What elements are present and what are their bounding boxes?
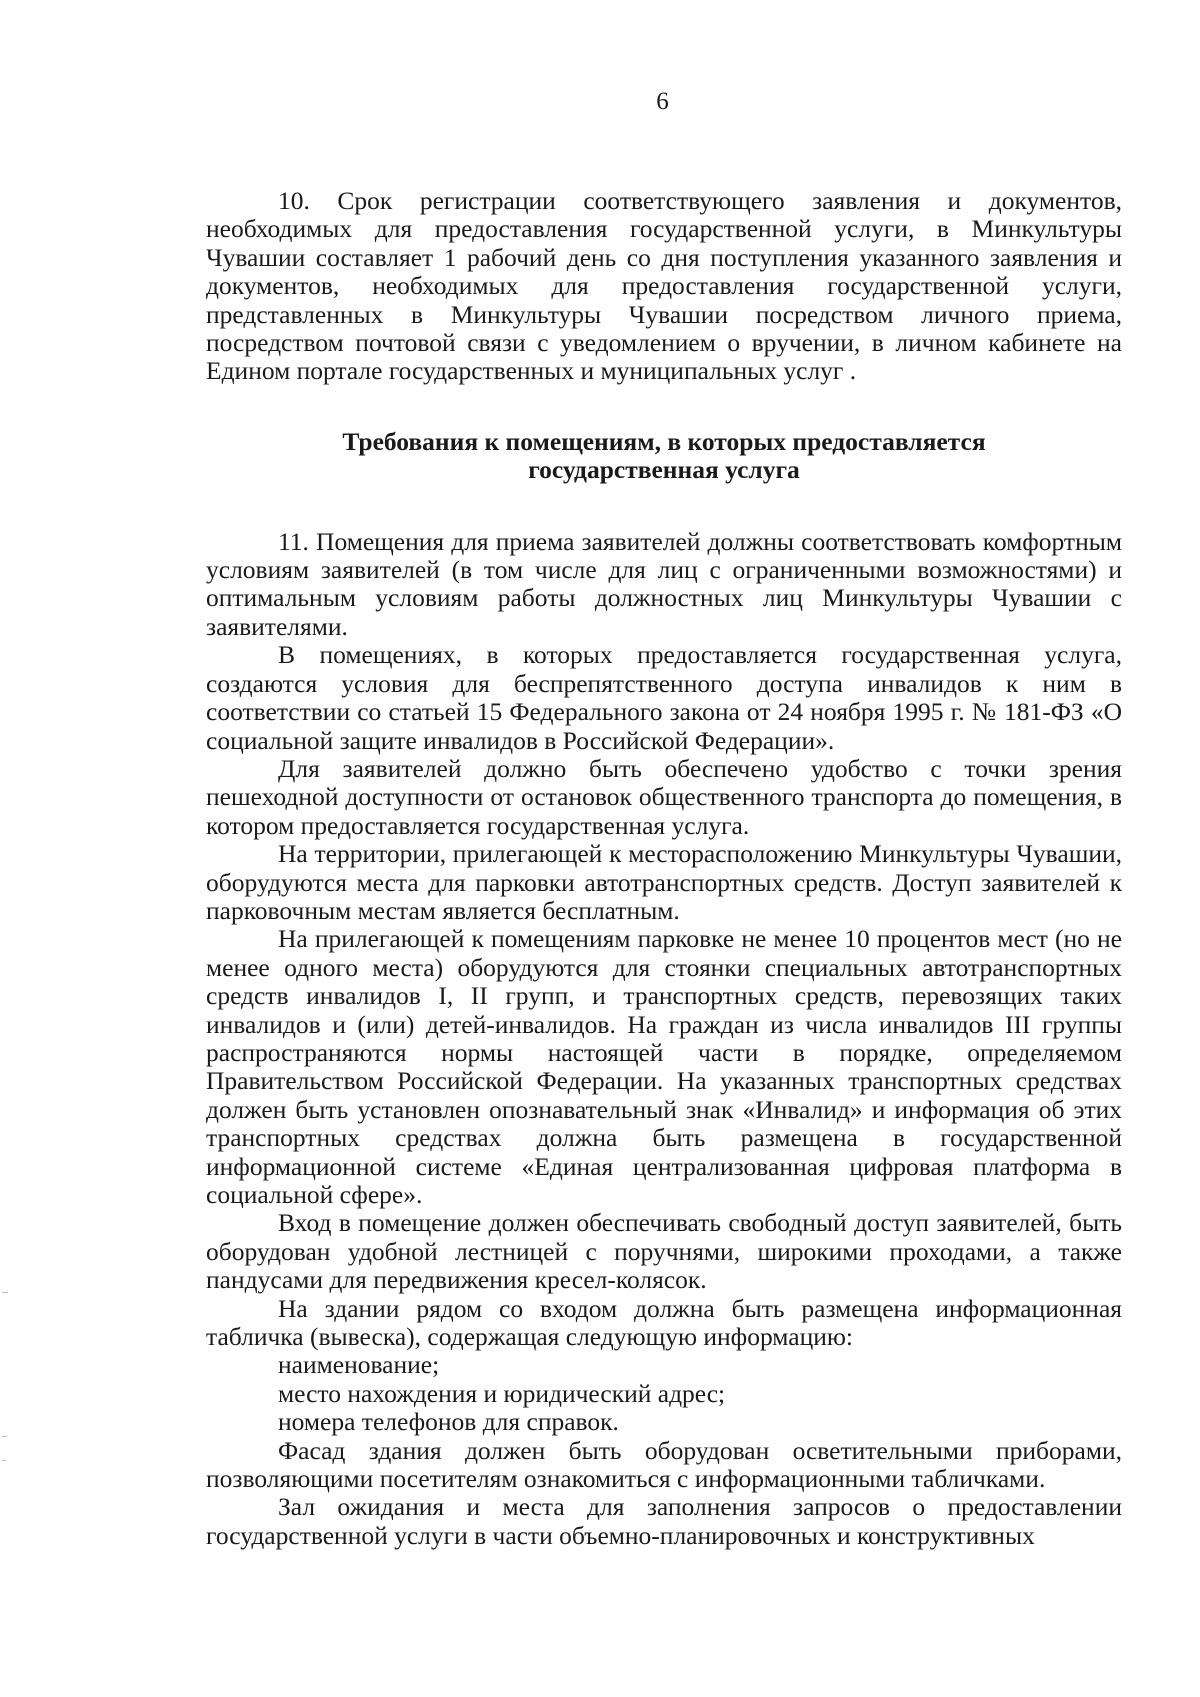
paragraph-accessibility: В помещениях, в которых предоставляется государственная услуга, создаются условия для беспрепятственного доступа инвалидов к ним в соответствии со статьей 15 Федерального закона от 24 ноября 1995 г. № 181-ФЗ «О социальной защите инвалидов в Российской Федерации». bbox=[206, 640, 1122, 755]
paragraph-facade: Фасад здания должен быть оборудован осветительными приборами, позволяющими посетителям ознакомиться с информационными табличками. bbox=[206, 1435, 1122, 1494]
section-heading bbox=[206, 428, 1122, 485]
document-body bbox=[206, 187, 1122, 1550]
scan-artifact bbox=[2, 1292, 8, 1293]
paragraph-10: 10. Срок регистрации соответствующего заявления и документов, необходимых для предоставления государственной услуги, в Минкультуры Чувашии составляет 1 рабочий день со дня поступления указанного заявления и документов, необходимых для предоставления государственной услуги, представленных в Минкультуры Чувашии посредством личного приема, посредством почтовой связи с уведомлением о вручении, в личном кабинете на Едином портале государственных и муниципальных услуг . bbox=[206, 186, 1122, 386]
paragraph-signboard: На здании рядом со входом должна быть размещена информационная табличка (вывеска), содержащая следующую информацию: bbox=[206, 1293, 1122, 1352]
heading-line-1: Требования к помещениям, в которых предоставляется bbox=[342, 426, 986, 456]
list-item: номера телефонов для справок. bbox=[278, 1407, 619, 1437]
paragraph-pedestrian-access: Для заявителей должно быть обеспечено удобство с точки зрения пешеходной доступности от остановок общественного транспорта до помещения, в котором предоставляется государственная услуга. bbox=[206, 753, 1122, 840]
list-item: место нахождения и юридический адрес; bbox=[278, 1378, 726, 1408]
paragraph-waiting-hall: Зал ожидания и места для заполнения запросов о предоставлении государственной услуги в части объемно-планировочных и конструктивных bbox=[206, 1492, 1122, 1550]
paragraph-parking: На территории, прилегающей к месторасположению Минкультуры Чувашии, оборудуются места для парковки автотранспортных средств. Доступ заявителей к парковочным местам является бесплатным. bbox=[206, 839, 1122, 925]
heading-line-2: государственная услуга bbox=[528, 455, 800, 485]
page-number: 6 bbox=[656, 88, 669, 115]
paragraph-disabled-parking: На прилегающей к помещениям парковке не менее 10 процентов мест (но не менее одного места) оборудуются для стоянки специальных автотранспортных средств инвалидов I, II групп, и транспортных средств, перевозящих таких инвалидов и (или) детей-инвалидов. На граждан из числа инвалидов III группы распространяются нормы настоящей части в порядке, определяемом Правительством Российской Федерации. На указанных транспортных средствах должен быть установлен опознавательный знак «Инвалид» и информация об этих транспортных средствах должна быть размещена в государственной информационной системе «Единая централизованная цифровая платформа в социальной сфере». bbox=[206, 924, 1122, 1209]
scan-artifact bbox=[2, 1436, 7, 1437]
list-item: наименование; bbox=[278, 1350, 440, 1380]
paragraph-entrance: Вход в помещение должен обеспечивать свободный доступ заявителей, быть оборудован удобной лестницей с поручнями, широкими проходами, а также пандусами для передвижения кресел-колясок. bbox=[206, 1208, 1122, 1295]
scan-artifact bbox=[2, 1460, 6, 1461]
paragraph-11: 11. Помещения для приема заявителей должны соответствовать комфортным условиям заявителей (в том числе для лиц с ограниченными возможностями) и оптимальным условиям работы должностных лиц Минкультуры Чувашии с заявителями. bbox=[206, 526, 1122, 641]
